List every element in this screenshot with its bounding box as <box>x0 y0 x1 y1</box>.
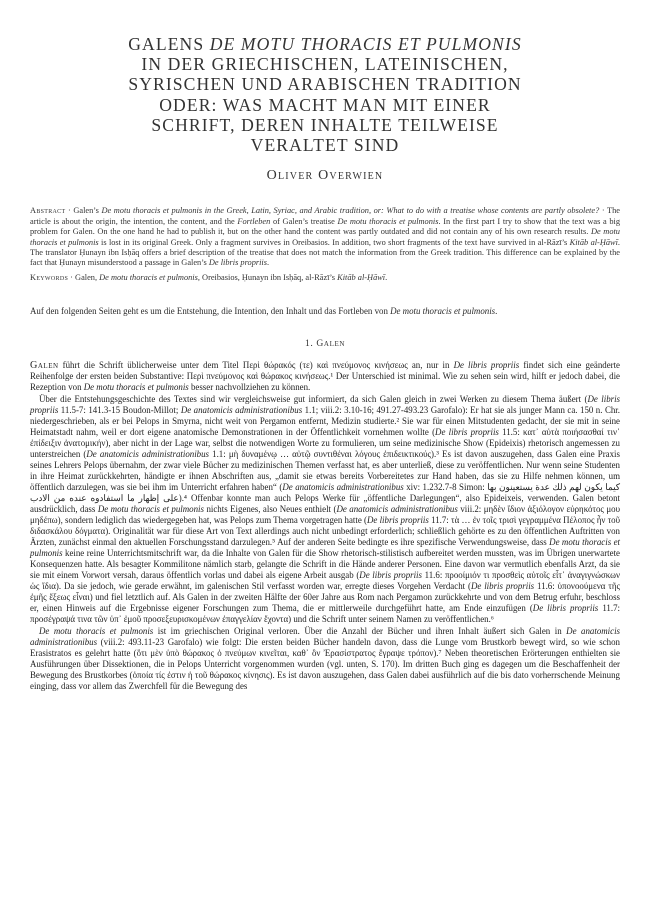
intro-paragraph <box>30 306 620 317</box>
article-title <box>30 0 620 184</box>
paragraph <box>30 626 620 692</box>
paragraph-text: 1.1: μὴ δυναμένῳ … αὐτῷ συντιθέναι λόγους ἐπιδεικτικούς).³ Es ist davon auszugehen, dass Galen eine Praxis seines Lehrers Pelops übernahm, der zwar viele Bücher zu medizinischen Themen verfasst hat, es aber unterließ, diese zu veröffentlichen. Nur wenn seine Studenten in ihre Heimat zurückkehrten, händigte er ihnen Abschriften aus, „damit sie etwas bereits Vorbereitetes zur Hand haben, das sie zu Hilfe nehmen können, um öffentlich darzulegen, was sie bei ihm im Unterricht erfahren haben“ ( <box>30 448 620 492</box>
abstract-text: in the Greek, Latin, Syriac, and Arabic tradition, or: What to do with a treatise whose contents are partly obsolete? <box>202 206 600 216</box>
title-line-1 <box>30 34 620 54</box>
abstract-text: . The translator Ḥunayn ibn Isḥāq offers a brief description of the treatise that does not match the information from the Greek tradition. This difference can be explained by the fact that Ḥunayn misunderstood a passage in Galen’s <box>30 237 621 268</box>
abstract-text: De motu thoracis et pulmonis <box>337 216 439 226</box>
paragraph-text: De anatomicis administrationibus <box>86 448 209 459</box>
abstract <box>30 206 620 269</box>
abstract-text: is lost in its original Greek. Only a fragment survives in Oreibasios. In addition, two short fragments of the text have survived in al-Rāzī’s <box>98 237 570 247</box>
paragraph <box>30 360 620 393</box>
paragraph-text: besser nachvollziehen zu können. <box>188 382 311 393</box>
paragraph-text: nichts Eigenes, also Neues enthielt ( <box>203 504 337 514</box>
paragraph-text: Galen <box>30 360 59 372</box>
paragraph-text: 1.1; viii.2: 3.10-16; 491.27-493.23 Garofalo): Er hat sie als junger Mann ca. 150 n. Chr. niedergeschrieben, als er bei Pelops in Smyrna, nicht weit von Pergamon entfernt, Medizin studierte.² Sie war für einen Mitstudenten gedacht, der sie mit in seine Heimatstadt nahm, weil er dort eigene anatomische Demonstrationen in der Öffentlichkeit vornehmen wollte ( <box>30 404 620 437</box>
paragraph-text: (viii.2: 493.11-23 Garofalo) wie folgt: Die ersten beiden Bücher handeln davon, dass die Lunge vom Brustkorb bewegt wird, so wie schon Erasistratos es gelehrt hatte (ὅτι μὲν ὑπὸ θώρακος ὁ πνεύμων κινεῖται, καθ᾽ ὃν Ἐρασίστρατος ἔγραψε τρόπον).⁷ Neben theoretischen Erörterungen enthielten sie Ausführungen über Dissektionen, die in Pelops Unterricht vorgenommen wurden (vgl. unten, S. 170). Im dritten Buch ging es dagegen um die Beschaffenheit der Bewegung des Brustkorbes (ὁποία τίς ἐστιν ἡ τοῦ θώρακος κίνησις). Es ist davon auszugehen, dass Galen dabei ausführlich auf die bis dato vorherrschende Meinung einging, dass vor allem das Zwerchfell für die Bewegung des <box>30 636 620 691</box>
keywords-text: . <box>385 272 388 282</box>
abstract-text: Fortleben <box>237 216 271 226</box>
paragraph-text: keine reine Unterrichtsmitschrift war, da die Inhalte von Galen für die Show rhetorisch-stilistisch aufbereitet werden mussten, was im Übrigen unerwartete Konsequenzen hatte. Als besagter Kommilitone nämlich starb, gelangte die Schrift in die Hände anderer Personen. Eine davon war vermutlich ebenfalls Arzt, da sie sie mit einem Vorwort versah, daraus öffentlich vorlas und dabei als eigene Arbeit ausgab ( <box>30 548 620 581</box>
paragraph-text: führt die Schrift üblicherweise unter dem Titel Περὶ θώρακός (τε) καὶ πνεύμονος κινήσεως an, nur in <box>58 360 454 371</box>
paragraph-text: viii.2: μηδὲν ἴδιον ἀξιόλογον εὑρηκότος μου μηδέπω), sondern lediglich das wiedergegeben hat, was Pelops zum Thema vorgetragen hatte ( <box>30 504 621 526</box>
title-line-5: SCHRIFT, DEREN INHALTE TEILWEISE <box>151 114 499 135</box>
keywords-text: Kitāb al-Ḥāwī <box>337 272 386 282</box>
paragraph-text: De libris propriis <box>453 360 520 371</box>
paragraph-text: Über die Entstehungsgeschichte des Textes sind wir vergleichsweise gut informiert, da sich Galen gleich in zwei Werken zu diesem Thema äußert ( <box>39 393 588 404</box>
paragraph-text: 11.6: ὑπονοούμενα τῆς ἐμῆς ἕξεως εἶναι) und fiel letztlich auf. Als Galen in der zweiten Hälfte der 60er Jahre aus Rom nach Pergamon zurückkehrte und von dem Betrug erfuhr, beschloss er, einen Hinweis auf die Ergebnisse eigener Forschungen zum Thema, die er mittlerweile durchgeführt hatte, am Ende einzufügen ( <box>30 581 620 614</box>
abstract-text: · Galen’s <box>65 206 102 216</box>
paragraph-text: De libris propriis <box>366 515 429 526</box>
intro-text: Auf den folgenden Seiten geht es um die Entstehung, die Intention, den Inhalt und das Fortleben von <box>30 306 391 317</box>
abstract-text: De libris propriis <box>208 258 267 268</box>
paragraph-text: De motu thoracis et pulmonis <box>39 625 154 636</box>
paragraph-text: De libris propriis <box>30 393 621 415</box>
abstract-label: Abstract <box>30 206 66 216</box>
keywords-label: Keywords <box>30 272 69 282</box>
author-name: Oliver Overwien <box>266 168 384 184</box>
paragraph <box>30 394 620 626</box>
paragraph-text: 11.7: προσέγραψά τινα τῶν ὑπ᾽ ἐμοῦ προσεξευρισκομένων ἐπαγγελίαν ἔχοντα) und die Schrift unter seinem Namen zu veröffentlichen.⁶ <box>30 603 620 625</box>
paragraph-text: De anatomicis administrationibus <box>180 404 303 415</box>
paragraph-text: De motu thoracis et pulmonis <box>97 504 204 514</box>
paragraph-text: De libris propriis <box>532 603 599 614</box>
paragraph-text: De motu thoracis et pulmonis <box>30 537 620 559</box>
title-work-name: DE MOTU THORACIS ET PULMONIS <box>209 34 522 54</box>
title-line-6: VERALTET SIND <box>250 135 400 156</box>
paragraph-text: ist im griechischen Original verloren. Über die Anzahl der Bücher und ihren Inhalt äußert sich Galen in <box>153 625 567 636</box>
abstract-text: De motu thoracis et pulmonis <box>30 227 620 247</box>
abstract-text: · The article is about the origin, the intention, the content, and the <box>30 206 621 226</box>
keywords-text: De motu thoracis et pulmonis <box>99 272 198 282</box>
intro-text: De motu thoracis et pulmonis <box>390 306 496 317</box>
intro-text: . <box>495 306 498 317</box>
paragraph-text: De libris propriis <box>435 426 499 437</box>
abstract-text: Kitāb al-Ḥāwī <box>569 237 618 247</box>
title-line-2: IN DER GRIECHISCHEN, LATEINISCHEN, <box>141 54 509 75</box>
paragraph-text: De libris propriis <box>470 581 535 592</box>
paragraph-text: 11.7: τὰ … ἐν τοῖς τρισὶ γεγραμμένα Πέλοπος ἦν τοῦ διδασκάλου δόγματα). Originalität war für diese Art von Text allerdings auch nicht unbedingt erforderlich; schließlich gehörte es zu den öffentlichen Auftritten von Ärzten, zunächst einmal den aktuellen Forschungsstand darzulegen.⁵ Auf der anderen Seite bedingte es ihre spezifische Verwendungsweise, dass <box>30 515 620 548</box>
paragraph-text: 11.6: προοίμιόν τι προσθεὶς αὐτοῖς εἶτ᾽ ἀναγιγνώσκων ὡς ἴδια). Da sie jedoch, wie gerade erwähnt, im galenischen Stil verfasst worden war, erregte dieses Vorgehen Verdacht ( <box>30 570 621 592</box>
title-line-3: SYRISCHEN UND ARABISCHEN TRADITION <box>128 74 522 95</box>
body-text <box>30 360 620 691</box>
abstract-text: De motu thoracis et pulmonis <box>101 206 203 216</box>
paragraph-text: 11.5: κατ᾽ αὐτὰ ποιήσασθαί τιν᾽ ἐπίδειξιν ἀνατομικήν), aber nicht in der Lage war, selbst die notwendigen Worte zu formulieren, um seine medizinische Show (Epideixis) rhetorisch angemessen zu unterstreichen ( <box>30 426 620 459</box>
paragraph-text: De anatomicis administrationibus <box>336 504 458 514</box>
keywords-text: , Oreibasios, Ḥunayn ibn Isḥāq, al-Rāzī’s <box>197 272 338 282</box>
keywords-text: · Galen, <box>68 272 100 282</box>
paragraph-text: xiv: 1.232.7-8 Simon: كيما يكون لهم ذلك عدة يستعينون بها على إظهار ما استفادوه عنده من الادب).⁴ Offenbar konnte man auch Pelops Werke für „öffentliche Darlegungen“, also Epideixeis, verwenden. Galen betont ausdrücklich, dass <box>30 481 620 514</box>
abstract-text: . In the first part I try to show that the text was a big problem for Galen. On the one hand he had to publish it, but on the other hand the content was partly outdated and did not contain any of his own research results. <box>30 216 620 237</box>
abstract-text: of Galen’s treatise <box>270 216 338 226</box>
paragraph-text: De libris propriis <box>359 570 422 581</box>
title-line-4: ODER: WAS MACHT MAN MIT EINER <box>159 94 491 115</box>
abstract-text: . <box>267 258 270 268</box>
paragraph-text: findet sich eine geänderte Reihenfolge der ersten beiden Substantive: Περὶ πνεύμονος καὶ θώρακος κινήσεως.¹ Der Unterschied ist minimal. Wie zu sehen sein wird, hilft er jedoch dabei, die Rezeption von <box>30 360 620 393</box>
paragraph-text: De anatomicis administrationibus <box>282 481 404 492</box>
keywords <box>30 273 620 283</box>
paragraph-text: De motu thoracis et pulmonis <box>83 382 189 393</box>
paragraph-text: De anatomicis administrationibus <box>30 625 620 647</box>
section-heading: 1. Galen <box>305 338 345 350</box>
paragraph-text: 11.5-7: 141.3-15 Boudon-Millot; <box>58 404 181 415</box>
title-text: GALENS <box>128 34 210 54</box>
